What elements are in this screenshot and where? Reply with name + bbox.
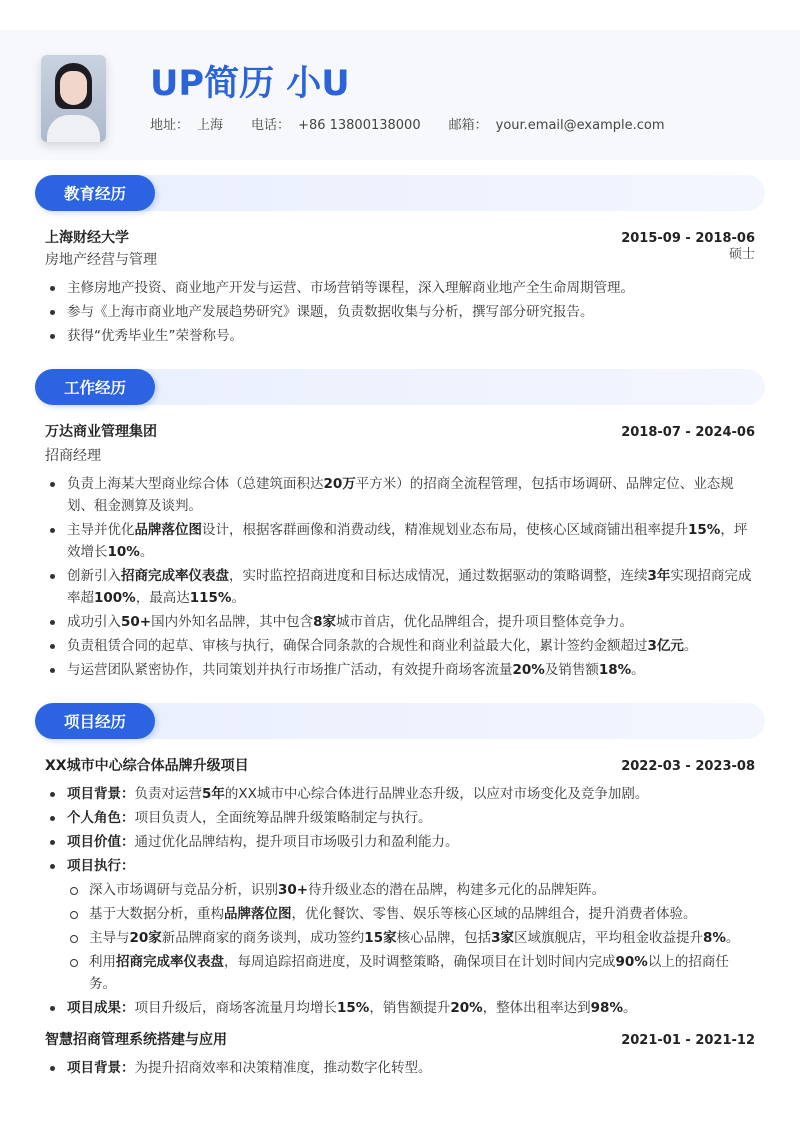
bold-text: 20家 — [129, 930, 162, 946]
bold-text: 100% — [94, 590, 136, 606]
text: 国内外知名品牌，其中包含 — [151, 614, 314, 630]
text: 参与《上海市商业地产发展趋势研究》课题，负责数据收集与分析，撰写部分研究报告。 — [67, 304, 594, 320]
text: 项目升级后，商场客流量月均增长 — [134, 1000, 337, 1016]
education-item — [0, 227, 800, 347]
contact-label: 电话： — [251, 118, 291, 133]
text: 主导与 — [89, 930, 130, 946]
section-title: 教育经历 — [35, 175, 155, 211]
project-item — [0, 1029, 800, 1079]
bold-text: 8% — [703, 930, 726, 946]
contact-label: 邮箱： — [448, 118, 488, 133]
bold-text: 98% — [590, 1000, 623, 1016]
contact-info — [150, 114, 665, 133]
text: ，最高达 — [135, 590, 190, 606]
text: 的XX城市中心综合体进行品牌业态升级，以应对市场变化及竞争加剧。 — [224, 786, 649, 802]
bold-text: 20万 — [323, 476, 356, 492]
contact-address — [150, 114, 223, 133]
bold-text: 项目执行： — [67, 858, 135, 874]
text: 城市首店，优化品牌组合，提升项目整体竞争力。 — [336, 614, 634, 630]
profile-photo — [41, 55, 106, 142]
list-item — [45, 659, 755, 681]
text: 新品牌商家的商务谈判，成功签约 — [161, 930, 365, 946]
text: 主修房地产投资、商业地产开发与运营、市场营销等课程，深入理解商业地产全生命周期管理。 — [67, 280, 634, 296]
contact-value: +86 13800138000 — [298, 118, 421, 133]
degree: 硕士 — [728, 247, 755, 262]
bold-text: 品牌落位图 — [134, 522, 202, 538]
contact-value: 上海 — [197, 118, 224, 133]
bold-text: 8家 — [313, 614, 337, 630]
text: 区域旗舰店，平均租金收益提升 — [514, 930, 703, 946]
bold-text: 10% — [107, 544, 140, 560]
bold-text: 品牌落位图 — [224, 906, 292, 922]
resume-header — [0, 30, 800, 160]
bold-text: 3家 — [491, 930, 514, 946]
list-item — [45, 879, 755, 901]
contact-email — [449, 114, 665, 133]
contact-label: 地址： — [150, 118, 190, 133]
list-item — [45, 473, 755, 517]
bold-text: 15% — [688, 522, 721, 538]
list-item — [45, 831, 755, 853]
text: 负责租赁合同的起草、审核与执行，确保合同条款的合规性和商业利益最大化，累计签约金额超过 — [67, 638, 648, 654]
company-name: 万达商业管理集团 — [45, 424, 157, 440]
bold-text: 15家 — [364, 930, 397, 946]
bold-text: 50+ — [121, 614, 152, 630]
bold-text: 3亿元 — [647, 638, 684, 654]
contact-phone — [251, 114, 421, 133]
section-header-education — [35, 175, 765, 211]
date-range: 2021-01 - 2021-12 — [621, 1033, 755, 1048]
job-title: 招商经理 — [45, 448, 101, 464]
list-item — [45, 565, 755, 609]
text: ，销售额提升 — [369, 1000, 451, 1016]
contact-value: your.email@example.com — [495, 118, 665, 133]
bold-text: 项目背景： — [67, 1060, 135, 1076]
text: 主导并优化 — [67, 522, 135, 538]
bold-text: 3年 — [647, 568, 671, 584]
bold-text: 20% — [512, 662, 545, 678]
text: 与运营团队紧密协作，共同策划并执行市场推广活动，有效提升商场客流量 — [67, 662, 513, 678]
list-item — [45, 855, 755, 877]
text: ，实时监控招商进度和目标达成情况，通过数据驱动的策略调整，连续 — [229, 568, 648, 584]
school-name: 上海财经大学 — [45, 230, 129, 246]
section-header-projects — [35, 703, 765, 739]
bold-text: 5年 — [202, 786, 225, 802]
list-item — [45, 277, 755, 299]
bold-text: 招商完成率仪表盘 — [116, 954, 224, 970]
text: 及销售额 — [544, 662, 599, 678]
date-range: 2015-09 - 2018-06 — [621, 231, 755, 246]
text: 。 — [631, 662, 645, 678]
project-item — [0, 755, 800, 1019]
text: 。 — [231, 590, 245, 606]
list-item — [45, 783, 755, 805]
work-item — [0, 421, 800, 681]
project-name: 智慧招商管理系统搭建与应用 — [45, 1032, 227, 1048]
section-title: 项目经历 — [35, 703, 155, 739]
section-title: 工作经历 — [35, 369, 155, 405]
text: 项目负责人，全面统筹品牌升级策略制定与执行。 — [134, 810, 432, 826]
education-bullets — [45, 277, 755, 347]
list-item — [45, 807, 755, 829]
section-header-work — [35, 369, 765, 405]
list-item — [45, 997, 755, 1019]
text: 负责上海某大型商业综合体（总建筑面积达 — [67, 476, 324, 492]
bold-text: 30+ — [278, 882, 309, 898]
text: 通过优化品牌结构，提升项目市场吸引力和盈利能力。 — [134, 834, 459, 850]
bold-text: 115% — [189, 590, 232, 606]
bold-text: 15% — [337, 1000, 370, 1016]
text: 平方米）的招商全流程管理，包括市场调研、品牌定位、业态规划、租金测算及谈判。 — [67, 476, 734, 514]
text: 基于大数据分析，重构 — [89, 906, 224, 922]
text: 成功引入 — [67, 614, 121, 630]
bold-text: 18% — [598, 662, 632, 678]
text: ，整体出租率达到 — [482, 1000, 591, 1016]
project-bullets — [45, 783, 755, 1019]
list-item — [45, 519, 755, 563]
date-range: 2022-03 - 2023-08 — [621, 759, 755, 774]
major: 房地产经营与管理 — [45, 252, 157, 268]
bold-text: 个人角色： — [67, 810, 135, 826]
list-item — [45, 635, 755, 657]
resume-body — [0, 175, 800, 1081]
bold-text: 项目价值： — [67, 834, 135, 850]
text: 获得“优秀毕业生”荣誉称号。 — [67, 328, 243, 344]
text: 核心品牌，包括 — [396, 930, 492, 946]
text: 。 — [622, 1000, 637, 1016]
text: 为提升招商效率和决策精准度，推动数字化转型。 — [134, 1060, 432, 1076]
text: 负责对运营 — [134, 786, 202, 802]
work-bullets — [45, 473, 755, 681]
text: 利用 — [89, 954, 116, 970]
bold-text: 90% — [615, 954, 648, 970]
list-item — [45, 903, 755, 925]
bold-text: 项目背景： — [67, 786, 135, 802]
text: 实现招商完成率超 — [67, 568, 752, 606]
list-item — [45, 301, 755, 323]
text: ，坪效增长 — [67, 522, 748, 560]
bold-text: 20% — [450, 1000, 483, 1016]
text: 深入市场调研与竞品分析，识别 — [89, 882, 278, 898]
text: 创新引入 — [67, 568, 121, 584]
list-item — [45, 927, 755, 949]
list-item — [45, 951, 755, 995]
list-item — [45, 611, 755, 633]
project-bullets — [45, 1057, 755, 1079]
text: 。 — [683, 638, 698, 654]
project-name: XX城市中心综合体品牌升级项目 — [45, 758, 249, 774]
list-item — [45, 1057, 755, 1079]
text: 以上的招商任务。 — [89, 954, 729, 992]
bold-text: 项目成果： — [67, 1000, 135, 1016]
list-item — [45, 325, 755, 347]
text: 设计，根据客群画像和消费动线，精准规划业态布局，使核心区域商铺出租率提升 — [202, 522, 688, 538]
text: ，每周追踪招商进度，及时调整策略，确保项目在计划时间内完成 — [224, 954, 616, 970]
text: 。 — [725, 930, 740, 946]
text: ，优化餐饮、零售、娱乐等核心区域的品牌组合，提升消费者体验。 — [291, 906, 697, 922]
bold-text: 招商完成率仪表盘 — [121, 568, 229, 584]
text: 待升级业态的潜在品牌，构建多元化的品牌矩阵。 — [308, 882, 606, 898]
text: 。 — [139, 544, 154, 560]
date-range: 2018-07 - 2024-06 — [621, 425, 755, 440]
candidate-name: UP简历 小U — [150, 64, 350, 104]
